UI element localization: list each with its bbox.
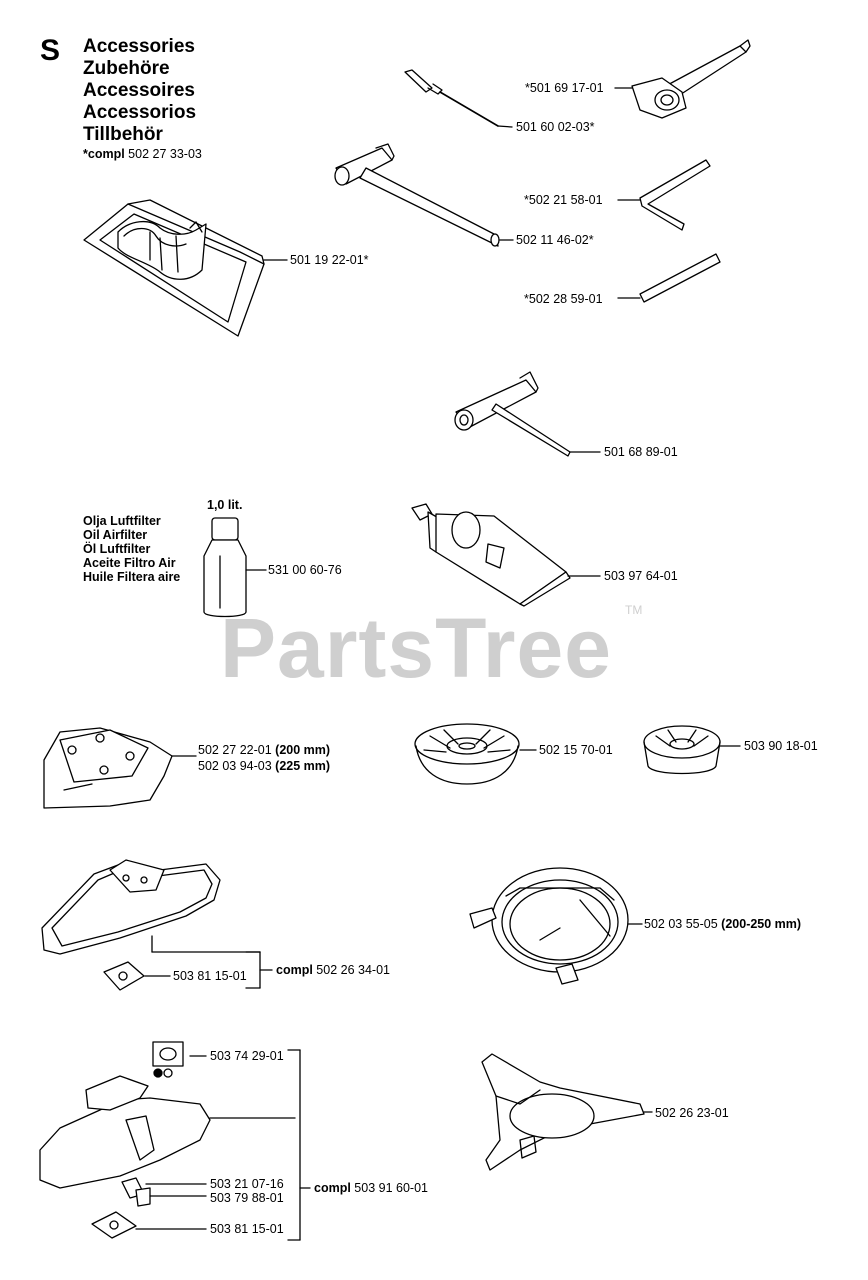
part-label: 502 03 55-05 (200-250 mm) [644,917,802,931]
title-line: Accessories [83,36,195,57]
oil-name-block [83,514,180,584]
compl-kit-label: *compl 502 27 33-03 [83,147,202,161]
part-label: 502 15 70-01 [539,743,613,757]
grease-tube-drawing [412,504,600,606]
oil-volume: 1,0 lit. [207,498,243,512]
t-wrench-drawing [335,144,513,246]
part-label: 503 81 15-01 [173,969,247,983]
part-label: 502 03 94-03 (225 mm) [198,759,331,773]
part-label: 503 21 07-16 [210,1177,284,1191]
title-line: Accessoires [83,80,195,101]
part-label: 501 68 89-01 [604,445,678,459]
oil-name: Olja Luftfilter [83,514,161,528]
rod-drawing [618,254,720,302]
part-label: *501 69 17-01 [525,81,604,95]
part-label: *502 28 59-01 [524,292,603,306]
compl-kit-label: compl 502 26 34-01 [276,963,390,977]
tool-bag-drawing [84,200,287,336]
big-guard-drawing [40,1042,310,1240]
spool-drawing [415,724,536,784]
ring-holder-drawing [470,868,642,984]
part-label: 502 26 23-01 [655,1106,729,1120]
watermark-text: PartsTree [220,601,612,695]
part-label: 502 27 22-01 (200 mm) [198,743,331,757]
cap-drawing [644,726,740,774]
part-label: *502 21 58-01 [524,193,603,207]
part-label: 501 19 22-01* [290,253,369,267]
part-label: 503 90 18-01 [744,739,818,753]
small-guard-drawing [44,728,196,808]
part-label: 503 81 15-01 [210,1222,284,1236]
support-drawing [482,1054,652,1170]
hex-key-drawing [618,160,710,230]
oil-name: Huile Filtera aire [83,570,181,584]
title-block [83,36,196,146]
title-line: Tillbehör [83,124,163,145]
screwdriver-drawing [405,70,512,127]
oil-name: Öl Luftfilter [83,542,151,556]
part-label: 501 60 02-03* [516,120,595,134]
part-label: 503 97 64-01 [604,569,678,583]
part-label: 503 74 29-01 [210,1049,284,1063]
spark-plug-wrench-drawing [615,40,750,118]
oil-name: Oil Airfilter [83,528,148,542]
part-label: 503 79 88-01 [210,1191,284,1205]
title-line: Zubehöre [83,58,170,79]
title-line: Accessorios [83,102,197,123]
section-letter: S [40,34,61,67]
part-label: 531 00 60-76 [268,563,342,577]
oil-name: Aceite Filtro Air [83,556,176,570]
part-label: 502 11 46-02* [516,233,594,247]
watermark-trademark: TM [625,603,643,617]
combination-spanner-drawing [455,372,600,456]
compl-kit-label: compl 503 91 60-01 [314,1181,428,1195]
